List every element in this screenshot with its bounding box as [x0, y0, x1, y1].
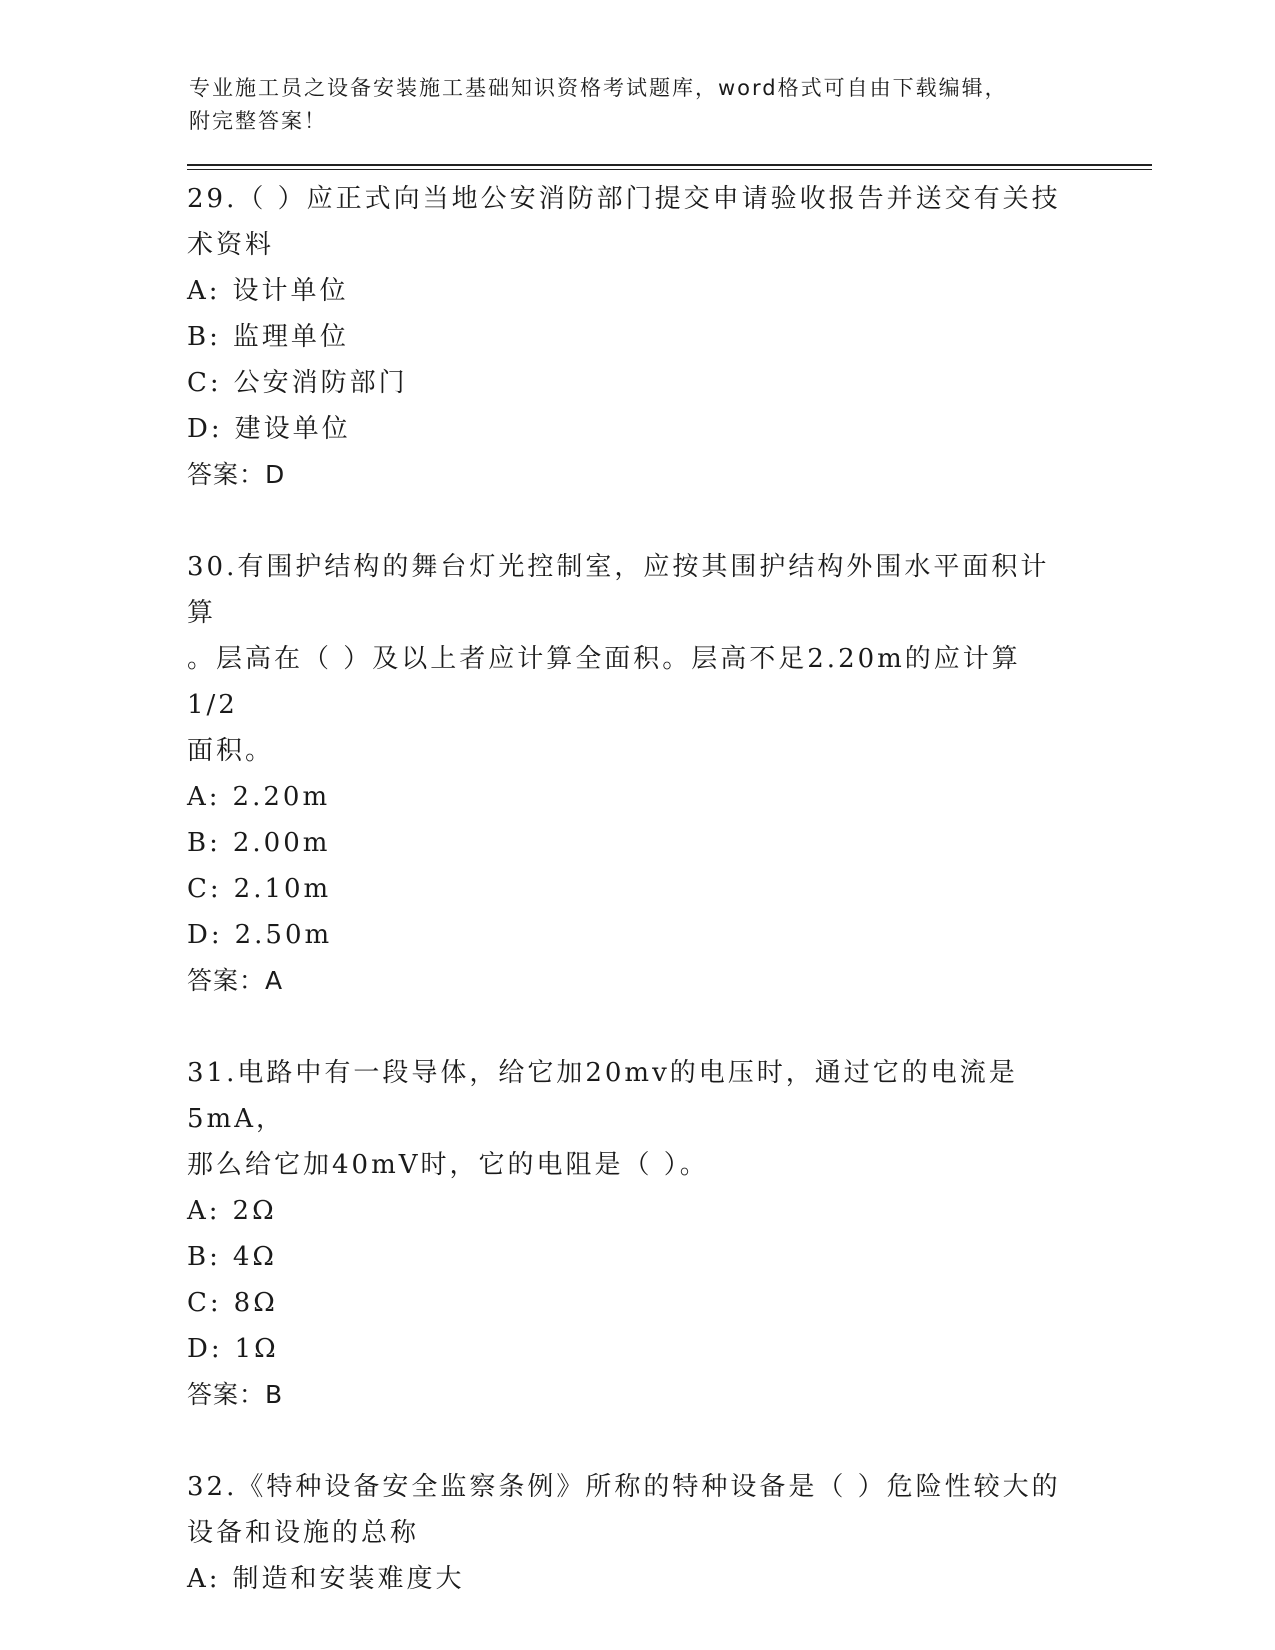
question-spacer	[187, 498, 1152, 544]
question-text-line: 那么给它加40mV时，它的电阻是（ ）。	[187, 1150, 709, 1180]
question-29	[187, 176, 1152, 498]
header-divider	[187, 164, 1152, 170]
option-a	[187, 774, 1152, 820]
question-text	[187, 1464, 1067, 1556]
option-text: 4Ω	[232, 1242, 277, 1272]
question-text-line: 31.电路中有一段导体，给它加20mv的电压时，通过它的电流是5mA，	[187, 1058, 1018, 1134]
option-key: A:	[187, 782, 221, 812]
option-a	[187, 1188, 1152, 1234]
option-text: 2.00m	[232, 828, 331, 858]
question-text	[187, 544, 1067, 774]
question-text-line: 面积。	[187, 736, 275, 766]
option-a	[187, 1556, 1152, 1602]
option-text: 2.50m	[234, 920, 333, 950]
option-text: 制造和安装难度大	[232, 1564, 465, 1594]
option-b	[187, 1234, 1152, 1280]
document-page	[187, 72, 1152, 1602]
option-c	[187, 866, 1152, 912]
option-key: A:	[187, 1564, 221, 1594]
question-32	[187, 1464, 1152, 1602]
option-key: C:	[187, 368, 222, 398]
option-key: D:	[187, 414, 223, 444]
option-key: A:	[187, 1196, 221, 1226]
answer-line: 答案：B	[187, 1380, 284, 1409]
option-a	[187, 268, 1152, 314]
option-d	[187, 406, 1152, 452]
option-text: 2.20m	[232, 782, 331, 812]
question-text	[187, 176, 1067, 268]
option-key: C:	[187, 874, 222, 904]
question-31	[187, 1050, 1152, 1418]
option-text: 设计单位	[232, 276, 349, 306]
answer-line: 答案：A	[187, 966, 284, 995]
header-line-2: 附完整答案！	[189, 109, 327, 133]
answer-line: 答案：D	[187, 460, 286, 489]
option-b	[187, 820, 1152, 866]
option-d	[187, 912, 1152, 958]
option-c	[187, 1280, 1152, 1326]
option-text: 建设单位	[234, 414, 351, 444]
option-key: B:	[187, 1242, 221, 1272]
question-text-line: 29.（ ）应正式向当地公安消防部门提交申请验收报告并送交有关技	[187, 184, 1061, 214]
option-text: 2.10m	[233, 874, 332, 904]
question-text-line: 。层高在（ ）及以上者应计算全面积。层高不足2.20m的应计算1/2	[187, 644, 1021, 720]
option-text: 监理单位	[232, 322, 349, 352]
option-key: D:	[187, 1334, 223, 1364]
option-d	[187, 1326, 1152, 1372]
question-text-line: 设备和设施的总称	[187, 1518, 420, 1548]
option-b	[187, 314, 1152, 360]
option-key: B:	[187, 322, 221, 352]
document-header	[187, 72, 1152, 138]
question-30	[187, 544, 1152, 1004]
option-text: 8Ω	[233, 1288, 278, 1318]
option-c	[187, 360, 1152, 406]
option-key: C:	[187, 1288, 222, 1318]
option-key: A:	[187, 276, 221, 306]
option-key: D:	[187, 920, 223, 950]
option-text: 1Ω	[234, 1334, 279, 1364]
option-key: B:	[187, 828, 221, 858]
question-text	[187, 1050, 1067, 1188]
option-text: 公安消防部门	[233, 368, 408, 398]
header-line-1: 专业施工员之设备安装施工基础知识资格考试题库，word格式可自由下载编辑，	[189, 76, 1008, 100]
question-text-line: 术资料	[187, 230, 275, 260]
question-spacer	[187, 1004, 1152, 1050]
question-spacer	[187, 1418, 1152, 1464]
option-text: 2Ω	[232, 1196, 277, 1226]
header-divider-thin	[187, 169, 1152, 170]
question-text-line: 30.有围护结构的舞台灯光控制室，应按其围护结构外围水平面积计算	[187, 552, 1050, 628]
question-text-line: 32.《特种设备安全监察条例》所称的特种设备是（ ）危险性较大的	[187, 1472, 1061, 1502]
